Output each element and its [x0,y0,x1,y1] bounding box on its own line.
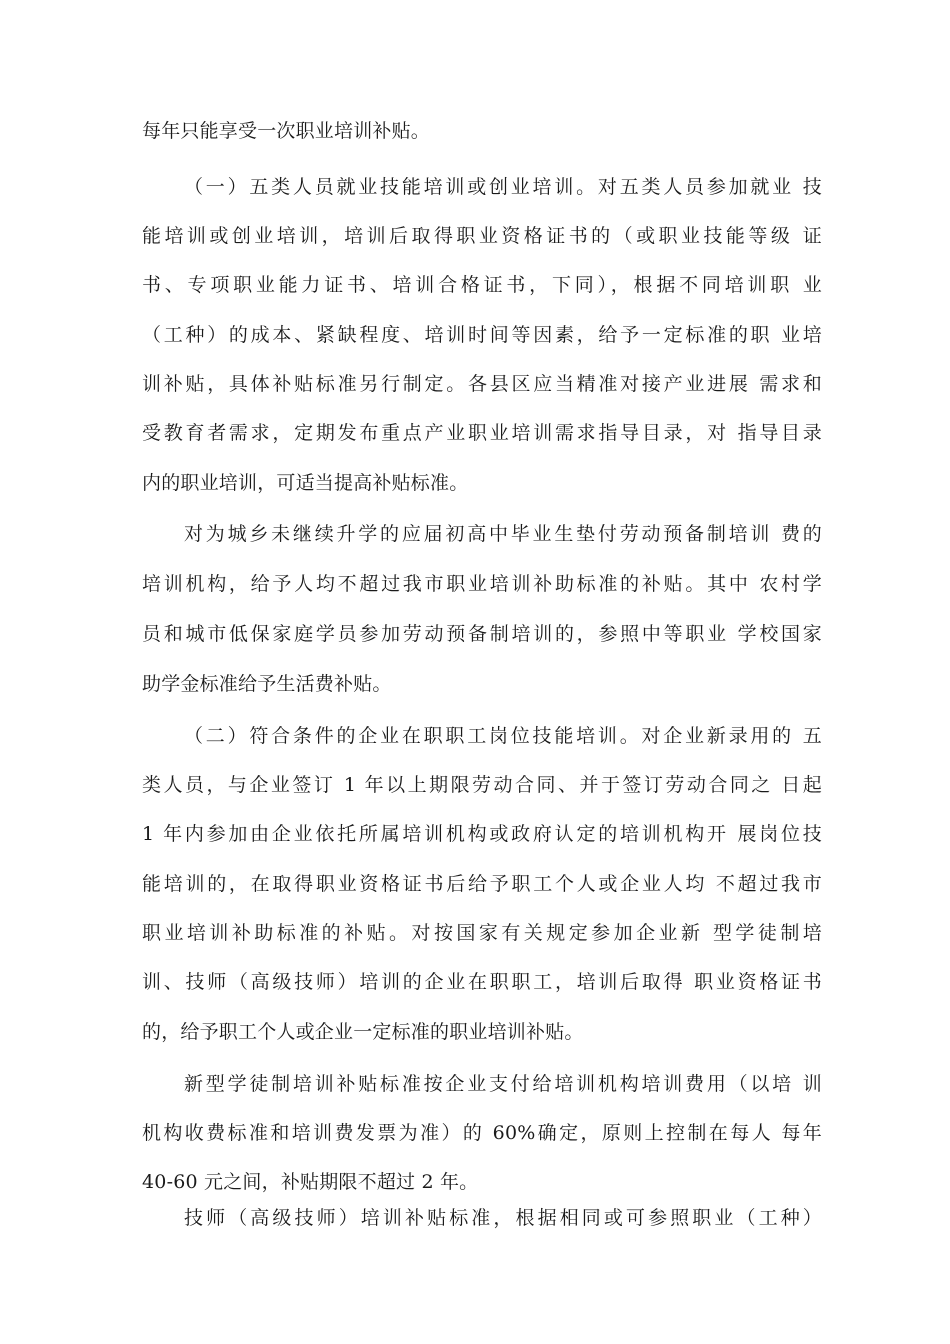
text-line-16: 能培训的，在取得职业资格证书后给予职工个人或企业人均 不超过我市 [142,873,822,895]
text-line-22: 40-60 元之间，补贴期限不超过 2 年。 [142,1171,479,1193]
text-line-23: 技师（高级技师）培训补贴标准，根据相同或可参照职业（工种） [184,1207,822,1229]
text-line-8: 内的职业培训，可适当提高补贴标准。 [142,472,469,494]
text-line-10: 培训机构，给予人均不超过我市职业培训补助标准的补贴。其中 农村学 [142,573,822,595]
text-line-9: 对为城乡未继续升学的应届初高中毕业生垫付劳动预备制培训 费的 [184,523,822,545]
text-line-1: 每年只能享受一次职业培训补贴。 [142,120,431,142]
text-line-12: 助学金标准给予生活费补贴。 [142,673,392,695]
text-line-18: 训、技师（高级技师）培训的企业在职职工，培训后取得 职业资格证书 [142,971,822,993]
text-line-7: 受教育者需求，定期发布重点产业职业培训需求指导目录，对 指导目录 [142,422,822,444]
text-line-14: 类人员，与企业签订 1 年以上期限劳动合同、并于签订劳动合同之 日起 [142,774,822,796]
text-line-5: （工种）的成本、紧缺程度、培训时间等因素，给予一定标准的职 业培 [142,324,822,346]
text-line-15: 1 年内参加由企业依托所属培训机构或政府认定的培训机构开 展岗位技 [142,823,822,845]
text-line-20: 新型学徒制培训补贴标准按企业支付给培训机构培训费用（以培 训 [184,1073,822,1095]
text-line-2: （一）五类人员就业技能培训或创业培训。对五类人员参加就业 技 [184,176,822,198]
text-line-11: 员和城市低保家庭学员参加劳动预备制培训的，参照中等职业 学校国家 [142,623,822,645]
text-line-4: 书、专项职业能力证书、培训合格证书，下同），根据不同培训职 业 [142,274,822,296]
text-line-13: （二）符合条件的企业在职职工岗位技能培训。对企业新录用的 五 [184,725,822,747]
text-line-21: 机构收费标准和培训费发票为准）的 60%确定，原则上控制在每人 每年 [142,1122,822,1144]
text-line-17: 职业培训补助标准的补贴。对按国家有关规定参加企业新 型学徒制培 [142,922,822,944]
text-line-19: 的，给予职工个人或企业一定标准的职业培训补贴。 [142,1021,584,1043]
text-line-3: 能培训或创业培训，培训后取得职业资格证书的（或职业技能等级 证 [142,225,822,247]
text-line-6: 训补贴，具体补贴标准另行制定。各县区应当精准对接产业进展 需求和 [142,373,822,395]
